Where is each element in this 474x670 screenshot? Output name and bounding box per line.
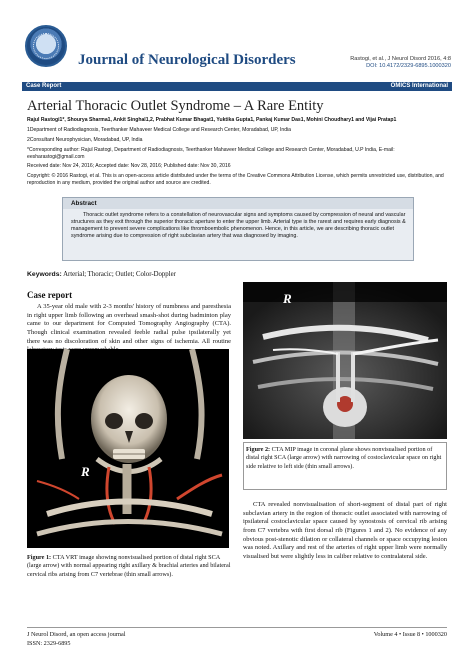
corresponding-author: *Corresponding author: Rajul Rastogi, Department of Radiodiagnosis, Teerthanker Mahaveer Medical College and Research Center, Moradabad, U.P India, E-mail: eesharastogi@gmail.com bbox=[27, 147, 395, 160]
doi-link[interactable]: DOI: 10.4172/2329-6895.1000320 bbox=[366, 63, 451, 70]
figure-2-caption bbox=[246, 446, 447, 471]
figure-1-caption-label: Figure 1: bbox=[27, 554, 52, 561]
page-header bbox=[0, 0, 474, 82]
affiliation-1: 1Department of Radiodiagnosis, Teerthanker Mahaveer Medical College and Research Center, Moradabad, UP, India bbox=[27, 127, 291, 133]
journal-title: Journal of Neurological Disorders bbox=[78, 52, 296, 68]
citation-line: Rastogi, et al., J Neurol Disord 2016, 4:8 bbox=[350, 56, 451, 62]
discussion-text: CTA revealed nonvisualisation of short-segment of distal part of right subclavian artery in the region of thoracic outlet associated with narrowing of ipsilateral costoclavicular space caused by synostosis of cervical rib arising from C7 vertebra with first dorsal rib (Figures 1 and 2). No evidence of any obvious post-stenotic dilation or collateral channels or space occupying lesion was noted. Axillary and rest of the arteries of right upper limb were normally visualised but were slightly less in caliber relative to contralateral side. bbox=[243, 501, 447, 560]
footer-issn: ISSN: 2329-6895 bbox=[27, 639, 71, 647]
abstract-text: Thoracic outlet syndrome refers to a constellation of neurovascular signs and symptoms caused by compression of neural and vascular structures as they exit through the superior thoracic aperture to enter the upper limb. Arterial type is the rarest and requires early diagnosis & management to prevent severe complications like thromboembolic phenomenon. Hence, in this article, we are describing thoracic outlet syndrome arising due to compression of right subclavian artery that was diagnosed by imaging. bbox=[71, 212, 406, 240]
figure-2-caption-label: Figure 2: bbox=[246, 446, 271, 453]
publisher-label: OMICS International bbox=[390, 83, 448, 89]
article-title: Arterial Thoracic Outlet Syndrome – A Rare Entity bbox=[27, 98, 324, 114]
keywords bbox=[27, 271, 176, 278]
case-report-heading: Case report bbox=[27, 290, 73, 300]
keywords-label: Keywords: bbox=[27, 271, 62, 278]
copyright-notice: Copyright: © 2016 Rastogi, et al. This is an open-access article distributed under the terms of the Creative Commons Attribution License, which permits unrestricted use, distribution, and reproduction in any medium, provided the original author and source are credited. bbox=[27, 173, 444, 186]
footer-journal-block bbox=[27, 631, 125, 649]
abstract-heading: Abstract bbox=[63, 198, 413, 209]
abstract-box bbox=[62, 197, 414, 261]
footer-volume: Volume 4 • Issue 8 • 1000320 bbox=[373, 631, 447, 638]
journal-seal-icon bbox=[25, 25, 67, 67]
footer-divider bbox=[27, 627, 447, 628]
figure-2-image bbox=[243, 282, 447, 439]
affiliation-2: 2Consultant Neurophysician, Moradabad, UP, India bbox=[27, 137, 143, 143]
keywords-text: Arterial; Thoracic; Outlet; Color-Doppler bbox=[63, 271, 176, 278]
case-report-text: A 35-year old male with 2-3 months' history of numbness and paresthesia in right upper limb following an overhead smash-shot during badminton play came to our department for Computed Tomography Angiography (CTA). Though clinical examination revealed feeble radial pulse ipsilaterally yet there was no discoloration of skin and other signs of ischemia. All routine bbox=[27, 303, 231, 345]
article-dates: Received date: Nov 24, 2016; Accepted date: Nov 28, 2016; Published date: Nov 30, 2016 bbox=[27, 163, 231, 169]
figure-1-caption-text: CTA VRT image showing nonvisualised portion of distal right SCA (large arrow) with normal appearing right axillary & brachial arteries and bilateral cervical ribs arising from C7 vertebrae (thin small arrows). bbox=[27, 554, 231, 578]
citation-block bbox=[350, 56, 451, 71]
author-list: Rajul Rastogi1*, Shourya Sharma1, Ankit Singhal1,2, Prabhat Kumar Bhagat1, Yuktika Gupta1, Pankaj Kumar Das1, Mohini Choudhary1 and Vijai Pratap1 bbox=[27, 117, 397, 123]
figure-1-caption bbox=[27, 554, 231, 579]
figure-2-caption-text: CTA MIP image in coronal plane shows nonvisualised portion of distal right SCA (large arrow) with narrowing of costoclavicular space on right side relative to left side (thin small arrows). bbox=[246, 446, 442, 470]
footer-journal: J Neurol Disord, an open access journal bbox=[27, 631, 126, 638]
figure-1-marker: R bbox=[81, 464, 90, 479]
article-type-label: Case Report bbox=[26, 83, 62, 89]
article-type-bar bbox=[22, 82, 452, 91]
figure-1-image bbox=[27, 349, 229, 548]
figure-2-marker: R bbox=[283, 291, 292, 306]
